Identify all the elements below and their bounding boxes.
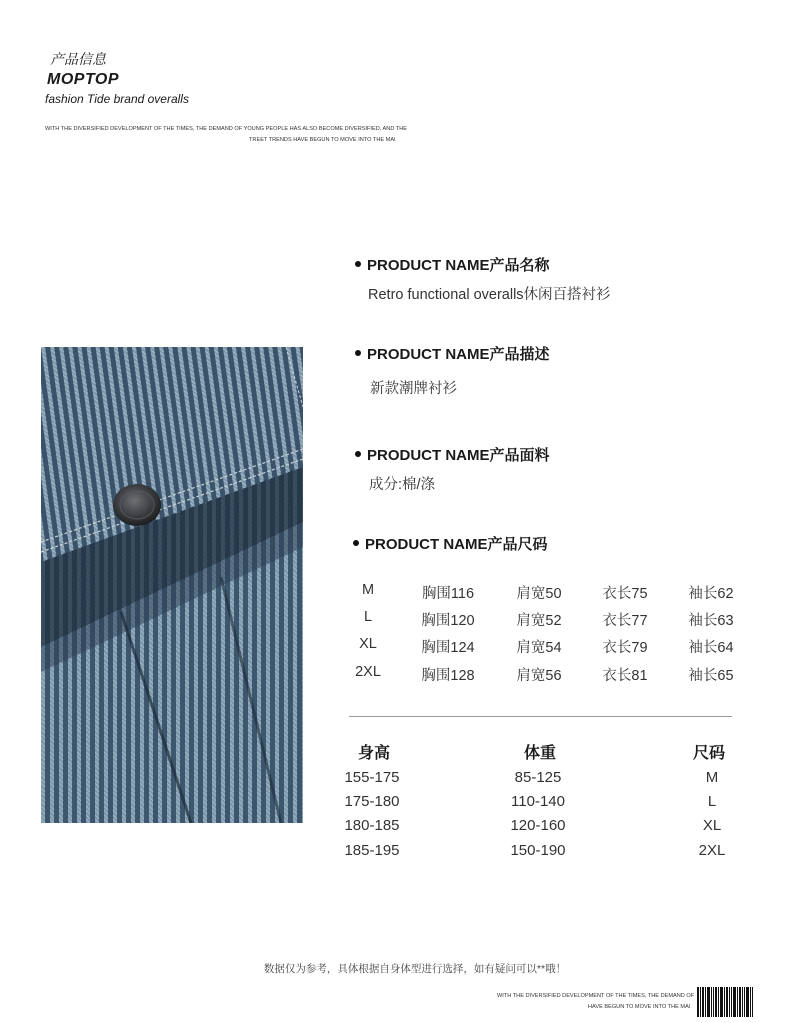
header-tagline-line1: WITH THE DIVERSIFIED DEVELOPMENT OF THE TIMES, THE DEMAND OF YOUNG PEOPLE HAS ALSO BECOME DIVERSIFIED, AND THE <box>45 126 408 132</box>
section-title-description: PRODUCT NAME产品描述 <box>355 343 550 364</box>
product-photo <box>41 347 303 823</box>
brand-name: MOPTOP <box>47 71 120 88</box>
reference-note: 数据仅为参考，具体根据自身体型进行选择，如有疑问可以**哦！ <box>263 963 567 975</box>
column-header-size: 尺码 <box>692 745 725 762</box>
footer-tagline-line1: WITH THE DIVERSIFIED DEVELOPMENT OF THE TIMES, THE DEMAND OF <box>497 993 695 999</box>
section-title-product-name: PRODUCT NAME产品名称 <box>355 254 550 275</box>
divider-line <box>349 716 732 717</box>
denim-texture-image <box>41 347 303 823</box>
fabric-value: 成分:棉/涤 <box>369 477 436 493</box>
bullet-dot-icon <box>355 350 361 356</box>
header-tagline-line2: TREET TRENDS HAVE BEGUN TO MOVE INTO THE MAI <box>249 137 396 143</box>
bullet-dot-icon <box>355 261 361 267</box>
bullet-dot-icon <box>355 451 361 457</box>
column-header-height: 身高 <box>357 745 390 762</box>
section-title-fabric: PRODUCT NAME产品面料 <box>355 444 550 465</box>
section-title-size: PRODUCT NAME产品尺码 <box>353 533 548 554</box>
description-value: 新款潮牌衬衫 <box>370 381 457 397</box>
bullet-dot-icon <box>353 540 359 546</box>
footer-tagline-line2: HAVE BEGUN TO MOVE INTO THE MAI <box>588 1004 691 1010</box>
barcode-icon <box>697 987 753 1017</box>
product-name-value: Retro functional overalls休闲百搭衬衫 <box>368 287 611 303</box>
column-header-weight: 体重 <box>523 745 556 762</box>
brand-subtitle: fashion Tide brand overalls <box>45 92 189 106</box>
header-label: 产品信息 <box>50 51 106 67</box>
